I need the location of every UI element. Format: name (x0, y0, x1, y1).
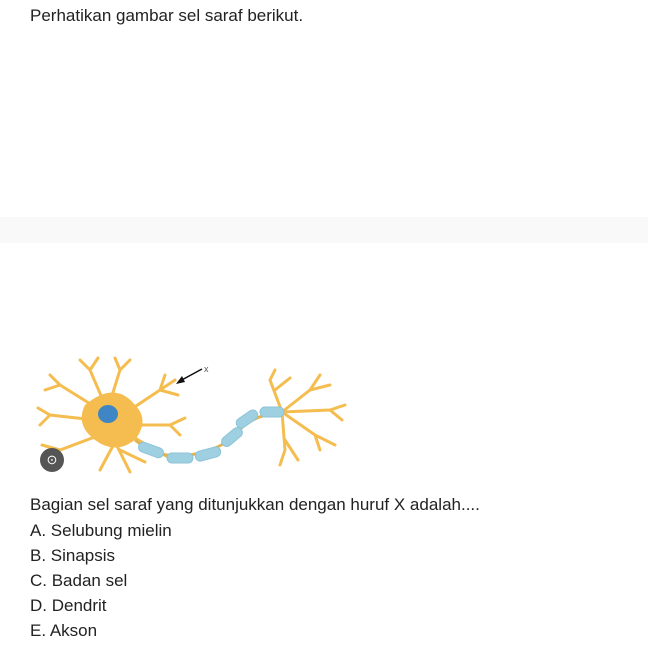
option-a[interactable]: A. Selubung mielin (30, 521, 172, 540)
divider-band (0, 217, 648, 243)
nucleus (98, 405, 118, 423)
option-c[interactable]: C. Badan sel (30, 571, 128, 590)
neuron-image (30, 350, 360, 480)
intro-text: Perhatikan gambar sel saraf berikut. (30, 6, 304, 25)
google-lens-icon[interactable]: ⊙ (40, 448, 64, 472)
option-b[interactable]: B. Sinapsis (30, 546, 116, 565)
question-text: Bagian sel saraf yang ditunjukkan dengan huruf X adalah.... (30, 495, 480, 514)
label-x: x (204, 364, 209, 374)
option-d[interactable]: D. Dendrit (30, 596, 107, 615)
myelin-sheath (137, 407, 284, 463)
option-e[interactable]: E. Akson (30, 621, 98, 640)
answer-options (30, 520, 172, 645)
